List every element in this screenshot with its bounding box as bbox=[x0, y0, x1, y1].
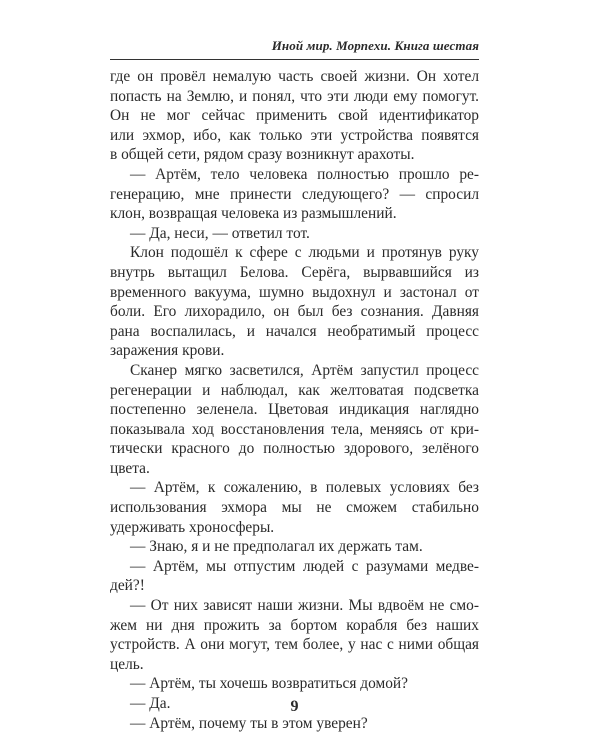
text-line: временного вакуума, шумно выдохнул и застонал от bbox=[110, 283, 479, 301]
page-number: 9 bbox=[290, 698, 299, 715]
text-line: внутрь вытащил Белова. Серёга, вырвавшийся из bbox=[110, 263, 479, 281]
text-line: — Артём, почему ты в этом уверен? bbox=[130, 714, 368, 732]
text-line: — Артём, тело человека полностью прошло ре- bbox=[130, 165, 479, 183]
text-line: регенерации и наблюдал, как желтоватая подсветка bbox=[110, 381, 479, 399]
text-line: использования эхмора мы не сможем стабильно bbox=[110, 499, 479, 517]
running-head-title: Иной мир. Морпехи. Книга шестая bbox=[271, 38, 479, 53]
text-line: Он не мог сейчас применить свой идентификатор bbox=[110, 107, 479, 125]
text-line: дей?! bbox=[110, 577, 145, 595]
text-line: тически красного до полностью здорового, зелёного bbox=[110, 440, 479, 458]
text-line: или эхмор, ибо, как только эти устройства появятся bbox=[110, 126, 479, 144]
text-line: цель. bbox=[110, 655, 144, 673]
text-line: в общей сети, рядом сразу возникнут арахоты. bbox=[110, 146, 415, 164]
header-rule bbox=[110, 59, 479, 60]
text-line: Сканер мягко засветился, Артём запустил процесс bbox=[130, 361, 479, 379]
text-line: показывала ход восстановления тела, меняясь от кри- bbox=[110, 420, 479, 438]
text-line: — От них зависят наши жизни. Мы вдвоём не смо- bbox=[130, 597, 479, 615]
text-line: — Да. bbox=[130, 695, 171, 712]
text-line: цвета. bbox=[110, 459, 150, 477]
text-line: — Артём, ты хочешь возвратиться домой? bbox=[130, 675, 408, 693]
text-line: где он провёл немалую часть своей жизни. Он хотел bbox=[110, 68, 479, 85]
text-line: постепенно зеленела. Цветовая индикация наглядно bbox=[110, 401, 479, 419]
text-line: — Артём, мы отпустим людей с разумами медве- bbox=[130, 557, 479, 575]
text-line: заражения крови. bbox=[110, 342, 225, 360]
text-line: попасть на Землю, и понял, что эти люди ему помогут. bbox=[110, 87, 479, 105]
text-line: Клон подошёл к сфере с людьми и протянув руку bbox=[130, 244, 479, 262]
text-line: — Знаю, я и не предполагал их держать там. bbox=[130, 538, 423, 556]
text-line: устройств. А они могут, тем более, у нас с ними общая bbox=[110, 636, 479, 654]
body-text bbox=[110, 67, 479, 733]
text-line: боли. Его лихорадило, он был без сознания. Давняя bbox=[110, 303, 479, 321]
text-line: удерживать хроносферы. bbox=[110, 518, 275, 536]
text-line: генерацию, мне принести следующего? — спросил bbox=[110, 185, 479, 203]
text-line: — Артём, к сожалению, в полевых условиях без bbox=[130, 479, 479, 497]
text-line: жем ни дня прожить за бортом корабля без наших bbox=[110, 616, 479, 634]
text-line: — Да, неси, — ответил тот. bbox=[130, 224, 310, 242]
text-line: клон, возвращая человека из размышлений. bbox=[110, 205, 397, 223]
text-line: рана воспалилась, и начался необратимый процесс bbox=[110, 322, 479, 340]
